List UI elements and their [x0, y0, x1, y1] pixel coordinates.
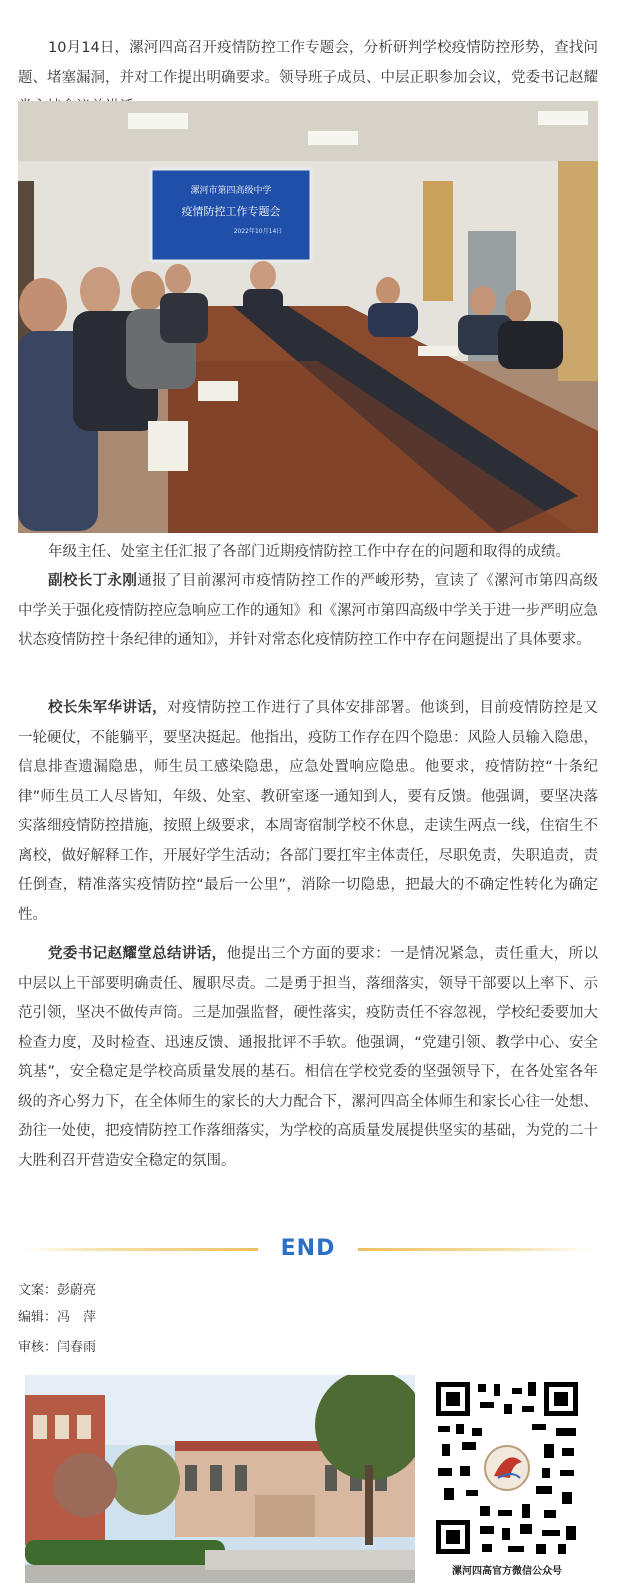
- credit-writer: 文案：彭蔚亮: [18, 1283, 97, 1298]
- qr-caption: 漯河四高官方微信公众号: [452, 1566, 562, 1577]
- qr-code[interactable]: [432, 1378, 582, 1558]
- school-building-photo: [25, 1375, 415, 1583]
- banner-school-text: 漯河市第四高级中学: [190, 186, 272, 196]
- vice-principal-paragraph: [18, 567, 598, 656]
- credit-editor: 编辑：冯 萍: [18, 1310, 97, 1325]
- qr-code-icon: [432, 1378, 582, 1558]
- banner-date-text: 2022年10月14日: [233, 228, 283, 235]
- end-divider-right-line: [358, 1248, 598, 1251]
- report-paragraph: 年级主任、处室主任汇报了各部门近期疫情防控工作中存在的问题和取得的成绩。: [48, 544, 570, 560]
- intro-paragraph: 10月14日，漯河四高召开疫情防控工作专题会，分析研判学校疫情防控形势，查找问题、堵塞漏洞，并对工作提出明确要求。领导班子成员、中层正职参加会议，党委书记赵耀: [18, 40, 598, 86]
- meeting-photo: [18, 101, 598, 533]
- vice-principal-name: 副校长丁永刚: [48, 573, 138, 589]
- school-building-illustration: [25, 1375, 415, 1583]
- principal-paragraph: [18, 694, 598, 930]
- banner-title-text: 疫情防控工作专题会: [181, 205, 281, 218]
- secretary-paragraph: [18, 940, 598, 1176]
- vice-principal-text: 通报了目前漯河市疫情防控工作的严峻形势，宣读了《漯河市第四高级中学关于强化疫情防控应急响应工作的通知》和《漯河市第四高级中学关于进一步严明应急状态疫情防控十条纪律的通知》，并针对常态化疫情防控工作中存在问题提出了具体要求。: [18, 573, 598, 648]
- credit-reviewer: 审核：闫春雨: [18, 1340, 97, 1355]
- secretary-heading: 党委书记赵耀堂总结讲话，: [48, 946, 227, 962]
- meeting-photo-illustration: [18, 101, 598, 533]
- principal-text: 对疫情防控工作进行了具体安排部署。他谈到，目前疫情防控是又一轮硬仗，不能躺平，要坚决挺起。他指出，疫防工作存在四个隐患：风险人员输入隐患，信息排查遗漏隐患，师生员工感染隐患，应急处置响应隐患。他要求，疫情防控“十条纪律”师生员工人尽皆知，年级、处室、教研室逐一通知到人，要有反馈。他强调，要坚决落实落细疫情防控措施，按照上级要求，本周寄宿制学校不休息，走读生两点一线，住宿生不离校，做好解释工作，开展好学生活动；各部门要扛牢主体责任，尽职免责，失职追责，责任倒查，精准落实疫情防控“最后一公里”，消除一切隐患，把最大的不确定性转化为确定性。: [18, 700, 598, 923]
- end-divider: [18, 1232, 598, 1266]
- end-label: END: [280, 1236, 336, 1261]
- secretary-text: 他提出三个方面的要求：一是情况紧急，责任重大，所以中层以上干部要明确责任、履职尽责。二是勇于担当，落细落实，领导干部要以上率下、示范引领，坚决不做传声筒。三是加强监督，硬性落实，疫防责任不容忽视，学校纪委要加大检查力度，及时检查、迅速反馈、通报批评不手软。他强调，“党建引领、教学中心、安全筑基”，安全稳定是学校高质量发展的基石。相信在学校党委的坚强领导下，在各处室各年级的齐心努力下，在全体师生的家长的大力配合下，漯河四高全体师生和家长心往一处想、劲往一处使，把疫情防控工作落细落实，为学校的高质量发展提供坚实的基础，为党的二十大胜利召开营造安全稳定的氛围。: [18, 946, 598, 1169]
- principal-heading: 校长朱军华讲话，: [48, 700, 167, 716]
